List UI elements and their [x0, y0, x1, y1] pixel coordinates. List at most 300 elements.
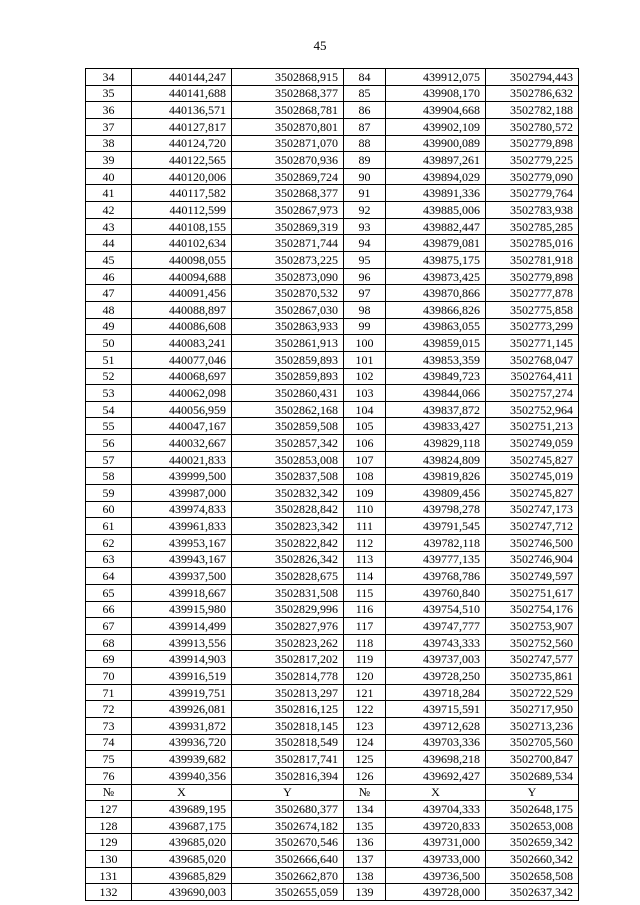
- coordinates-table-lower: [86, 801, 579, 901]
- point-number-right: 89: [344, 152, 386, 169]
- y-coordinate-right: 3502782,188: [486, 102, 579, 119]
- x-coordinate-left: 440094,688: [132, 268, 232, 285]
- y-coordinate-right: 3502785,016: [486, 235, 579, 252]
- point-number-right: 108: [344, 468, 386, 485]
- y-coordinate-left: 3502857,342: [232, 435, 344, 452]
- point-number-left: 47: [86, 285, 132, 302]
- x-coordinate-right: 439897,261: [386, 152, 486, 169]
- x-coordinate-left: 439687,175: [132, 817, 232, 834]
- y-coordinate-right: 3502648,175: [486, 801, 579, 818]
- y-coordinate-left: 3502829,996: [232, 601, 344, 618]
- x-coordinate-right: 439894,029: [386, 168, 486, 185]
- table-row: [86, 218, 579, 235]
- x-coordinate-right: 439731,000: [386, 834, 486, 851]
- point-number-left: 48: [86, 301, 132, 318]
- page-number: 45: [313, 38, 327, 53]
- y-coordinate-left: 3502828,842: [232, 501, 344, 518]
- x-coordinate-right: 439912,075: [386, 69, 486, 86]
- point-number-left: 73: [86, 717, 132, 734]
- x-coordinate-left: 440083,241: [132, 335, 232, 352]
- table-row: [86, 767, 579, 784]
- y-coordinate-left: 3502680,377: [232, 801, 344, 818]
- point-number-right: 92: [344, 202, 386, 219]
- y-coordinate-left: 3502868,377: [232, 85, 344, 102]
- x-coordinate-left: 440102,634: [132, 235, 232, 252]
- x-coordinate-left: 439685,020: [132, 834, 232, 851]
- table-row: [86, 501, 579, 518]
- y-coordinate-left: 3502826,342: [232, 551, 344, 568]
- point-number-left: 46: [86, 268, 132, 285]
- y-coordinate-right: 3502747,712: [486, 518, 579, 535]
- y-coordinate-right: 3502753,907: [486, 618, 579, 635]
- x-coordinate-right: 439733,000: [386, 851, 486, 868]
- y-coordinate-left: 3502869,724: [232, 168, 344, 185]
- y-coordinate-left: 3502817,202: [232, 651, 344, 668]
- y-coordinate-left: 3502859,893: [232, 351, 344, 368]
- point-number-left: 64: [86, 568, 132, 585]
- table-row: [86, 451, 579, 468]
- y-coordinate-left: 3502666,640: [232, 851, 344, 868]
- table-header-row: [86, 784, 579, 801]
- x-coordinate-left: 440021,833: [132, 451, 232, 468]
- y-coordinate-left: 3502814,778: [232, 668, 344, 685]
- table-row: [86, 817, 579, 834]
- y-coordinate-right: 3502749,597: [486, 568, 579, 585]
- x-coordinate-right: 439715,591: [386, 701, 486, 718]
- point-number-left: 43: [86, 218, 132, 235]
- point-number-left: 42: [86, 202, 132, 219]
- y-coordinate-left: 3502863,933: [232, 318, 344, 335]
- header-x-right: X: [386, 784, 486, 801]
- table-row: [86, 301, 579, 318]
- header-y-right: Y: [486, 784, 579, 801]
- y-coordinate-left: 3502871,744: [232, 235, 344, 252]
- y-coordinate-right: 3502775,858: [486, 301, 579, 318]
- point-number-right: 101: [344, 351, 386, 368]
- x-coordinate-left: 439987,000: [132, 485, 232, 502]
- x-coordinate-left: 440127,817: [132, 118, 232, 135]
- point-number-right: 112: [344, 534, 386, 551]
- table-row: [86, 318, 579, 335]
- point-number-right: 138: [344, 867, 386, 884]
- x-coordinate-left: 439918,667: [132, 584, 232, 601]
- point-number-left: 75: [86, 751, 132, 768]
- x-coordinate-left: 439999,500: [132, 468, 232, 485]
- point-number-left: 70: [86, 668, 132, 685]
- coordinates-table: [85, 68, 579, 901]
- x-coordinate-left: 439936,720: [132, 734, 232, 751]
- point-number-right: 105: [344, 418, 386, 435]
- table-row: [86, 601, 579, 618]
- x-coordinate-left: 440122,565: [132, 152, 232, 169]
- point-number-right: 126: [344, 767, 386, 784]
- y-coordinate-right: 3502746,904: [486, 551, 579, 568]
- x-coordinate-left: 440032,667: [132, 435, 232, 452]
- table-row: [86, 851, 579, 868]
- x-coordinate-right: 439743,333: [386, 634, 486, 651]
- y-coordinate-left: 3502861,913: [232, 335, 344, 352]
- y-coordinate-left: 3502873,225: [232, 252, 344, 269]
- y-coordinate-right: 3502779,898: [486, 135, 579, 152]
- x-coordinate-right: 439885,006: [386, 202, 486, 219]
- table-row: [86, 202, 579, 219]
- y-coordinate-right: 3502705,560: [486, 734, 579, 751]
- y-coordinate-left: 3502816,125: [232, 701, 344, 718]
- x-coordinate-left: 440056,959: [132, 401, 232, 418]
- point-number-left: 59: [86, 485, 132, 502]
- y-coordinate-right: 3502780,572: [486, 118, 579, 135]
- x-coordinate-right: 439902,109: [386, 118, 486, 135]
- y-coordinate-left: 3502870,801: [232, 118, 344, 135]
- table-row: [86, 634, 579, 651]
- header-y-left: Y: [232, 784, 344, 801]
- point-number-left: 51: [86, 351, 132, 368]
- table-row: [86, 118, 579, 135]
- point-number-left: 65: [86, 584, 132, 601]
- point-number-left: 56: [86, 435, 132, 452]
- point-number-left: 72: [86, 701, 132, 718]
- x-coordinate-right: 439844,066: [386, 385, 486, 402]
- y-coordinate-left: 3502868,915: [232, 69, 344, 86]
- point-number-right: 96: [344, 268, 386, 285]
- table-row: [86, 684, 579, 701]
- point-number-right: 135: [344, 817, 386, 834]
- y-coordinate-left: 3502831,508: [232, 584, 344, 601]
- x-coordinate-left: 439926,081: [132, 701, 232, 718]
- point-number-left: 58: [86, 468, 132, 485]
- point-number-left: 49: [86, 318, 132, 335]
- x-coordinate-left: 439919,751: [132, 684, 232, 701]
- x-coordinate-left: 439939,682: [132, 751, 232, 768]
- x-coordinate-left: 439690,003: [132, 884, 232, 901]
- table-row: [86, 235, 579, 252]
- point-number-left: 37: [86, 118, 132, 135]
- y-coordinate-left: 3502862,168: [232, 401, 344, 418]
- y-coordinate-right: 3502749,059: [486, 435, 579, 452]
- point-number-right: 110: [344, 501, 386, 518]
- point-number-left: 40: [86, 168, 132, 185]
- point-number-right: 94: [344, 235, 386, 252]
- y-coordinate-right: 3502751,213: [486, 418, 579, 435]
- y-coordinate-left: 3502870,936: [232, 152, 344, 169]
- coordinates-table-upper: [86, 69, 579, 785]
- coordinates-table-header: [86, 784, 579, 801]
- table-row: [86, 468, 579, 485]
- point-number-left: 127: [86, 801, 132, 818]
- x-coordinate-left: 439689,195: [132, 801, 232, 818]
- point-number-right: 139: [344, 884, 386, 901]
- x-coordinate-left: 440136,571: [132, 102, 232, 119]
- x-coordinate-left: 439916,519: [132, 668, 232, 685]
- point-number-left: 35: [86, 85, 132, 102]
- x-coordinate-right: 439882,447: [386, 218, 486, 235]
- point-number-right: 84: [344, 69, 386, 86]
- y-coordinate-left: 3502823,342: [232, 518, 344, 535]
- y-coordinate-right: 3502777,878: [486, 285, 579, 302]
- table-row: [86, 801, 579, 818]
- y-coordinate-left: 3502869,319: [232, 218, 344, 235]
- table-row: [86, 551, 579, 568]
- y-coordinate-right: 3502637,342: [486, 884, 579, 901]
- table-row: [86, 867, 579, 884]
- table-row: [86, 485, 579, 502]
- table-row: [86, 518, 579, 535]
- table-row: [86, 335, 579, 352]
- x-coordinate-left: 439931,872: [132, 717, 232, 734]
- x-coordinate-right: 439760,840: [386, 584, 486, 601]
- point-number-right: 98: [344, 301, 386, 318]
- table-row: [86, 668, 579, 685]
- x-coordinate-right: 439698,218: [386, 751, 486, 768]
- point-number-left: 61: [86, 518, 132, 535]
- y-coordinate-right: 3502751,617: [486, 584, 579, 601]
- x-coordinate-left: 440068,697: [132, 368, 232, 385]
- point-number-left: 67: [86, 618, 132, 635]
- x-coordinate-right: 439863,055: [386, 318, 486, 335]
- y-coordinate-left: 3502823,262: [232, 634, 344, 651]
- y-coordinate-right: 3502773,299: [486, 318, 579, 335]
- point-number-right: 88: [344, 135, 386, 152]
- table-row: [86, 418, 579, 435]
- point-number-right: 87: [344, 118, 386, 135]
- x-coordinate-left: 440088,897: [132, 301, 232, 318]
- x-coordinate-left: 440077,046: [132, 351, 232, 368]
- y-coordinate-right: 3502717,950: [486, 701, 579, 718]
- x-coordinate-left: 439937,500: [132, 568, 232, 585]
- y-coordinate-left: 3502860,431: [232, 385, 344, 402]
- point-number-right: 125: [344, 751, 386, 768]
- table-row: [86, 85, 579, 102]
- point-number-right: 120: [344, 668, 386, 685]
- point-number-right: 134: [344, 801, 386, 818]
- point-number-left: 44: [86, 235, 132, 252]
- x-coordinate-right: 439849,723: [386, 368, 486, 385]
- table-row: [86, 351, 579, 368]
- table-row: [86, 252, 579, 269]
- point-number-left: 74: [86, 734, 132, 751]
- x-coordinate-right: 439736,500: [386, 867, 486, 884]
- table-row: [86, 268, 579, 285]
- x-coordinate-left: 439961,833: [132, 518, 232, 535]
- point-number-right: 99: [344, 318, 386, 335]
- x-coordinate-right: 439718,284: [386, 684, 486, 701]
- x-coordinate-right: 439866,826: [386, 301, 486, 318]
- header-number-left: №: [86, 784, 132, 801]
- x-coordinate-right: 439829,118: [386, 435, 486, 452]
- x-coordinate-right: 439704,333: [386, 801, 486, 818]
- table-row: [86, 368, 579, 385]
- x-coordinate-left: 439915,980: [132, 601, 232, 618]
- y-coordinate-left: 3502873,090: [232, 268, 344, 285]
- y-coordinate-left: 3502868,781: [232, 102, 344, 119]
- x-coordinate-right: 439782,118: [386, 534, 486, 551]
- y-coordinate-right: 3502689,534: [486, 767, 579, 784]
- point-number-left: 128: [86, 817, 132, 834]
- x-coordinate-right: 439712,628: [386, 717, 486, 734]
- point-number-right: 137: [344, 851, 386, 868]
- x-coordinate-right: 439837,872: [386, 401, 486, 418]
- point-number-right: 136: [344, 834, 386, 851]
- point-number-left: 55: [86, 418, 132, 435]
- x-coordinate-left: 440062,098: [132, 385, 232, 402]
- point-number-right: 124: [344, 734, 386, 751]
- y-coordinate-left: 3502827,976: [232, 618, 344, 635]
- y-coordinate-right: 3502752,964: [486, 401, 579, 418]
- table-row: [86, 385, 579, 402]
- y-coordinate-right: 3502779,764: [486, 185, 579, 202]
- y-coordinate-left: 3502655,059: [232, 884, 344, 901]
- x-coordinate-right: 439870,866: [386, 285, 486, 302]
- point-number-right: 93: [344, 218, 386, 235]
- point-number-left: 76: [86, 767, 132, 784]
- y-coordinate-left: 3502817,741: [232, 751, 344, 768]
- y-coordinate-right: 3502745,019: [486, 468, 579, 485]
- point-number-right: 107: [344, 451, 386, 468]
- x-coordinate-left: 439913,556: [132, 634, 232, 651]
- header-x-left: X: [132, 784, 232, 801]
- point-number-right: 123: [344, 717, 386, 734]
- y-coordinate-left: 3502859,508: [232, 418, 344, 435]
- y-coordinate-left: 3502853,008: [232, 451, 344, 468]
- table-row: [86, 168, 579, 185]
- point-number-right: 113: [344, 551, 386, 568]
- x-coordinate-left: 439940,356: [132, 767, 232, 784]
- point-number-right: 102: [344, 368, 386, 385]
- y-coordinate-right: 3502745,827: [486, 451, 579, 468]
- x-coordinate-right: 439859,015: [386, 335, 486, 352]
- table-row: [86, 401, 579, 418]
- point-number-left: 57: [86, 451, 132, 468]
- y-coordinate-right: 3502768,047: [486, 351, 579, 368]
- point-number-right: 97: [344, 285, 386, 302]
- point-number-left: 129: [86, 834, 132, 851]
- point-number-right: 95: [344, 252, 386, 269]
- x-coordinate-right: 439819,826: [386, 468, 486, 485]
- y-coordinate-right: 3502659,342: [486, 834, 579, 851]
- y-coordinate-left: 3502813,297: [232, 684, 344, 701]
- point-number-left: 41: [86, 185, 132, 202]
- header-number-right: №: [344, 784, 386, 801]
- x-coordinate-right: 439891,336: [386, 185, 486, 202]
- x-coordinate-right: 439791,545: [386, 518, 486, 535]
- x-coordinate-left: 440086,608: [132, 318, 232, 335]
- y-coordinate-left: 3502818,145: [232, 717, 344, 734]
- y-coordinate-right: 3502781,918: [486, 252, 579, 269]
- x-coordinate-right: 439853,359: [386, 351, 486, 368]
- point-number-right: 90: [344, 168, 386, 185]
- y-coordinate-left: 3502837,508: [232, 468, 344, 485]
- x-coordinate-left: 439943,167: [132, 551, 232, 568]
- table-row: [86, 135, 579, 152]
- x-coordinate-left: 440091,456: [132, 285, 232, 302]
- table-row: [86, 701, 579, 718]
- x-coordinate-left: 440117,582: [132, 185, 232, 202]
- y-coordinate-left: 3502871,070: [232, 135, 344, 152]
- y-coordinate-right: 3502747,577: [486, 651, 579, 668]
- table-row: [86, 884, 579, 901]
- point-number-left: 62: [86, 534, 132, 551]
- x-coordinate-left: 439914,499: [132, 618, 232, 635]
- point-number-right: 119: [344, 651, 386, 668]
- x-coordinate-right: 439904,668: [386, 102, 486, 119]
- y-coordinate-right: 3502779,898: [486, 268, 579, 285]
- y-coordinate-right: 3502747,173: [486, 501, 579, 518]
- point-number-right: 111: [344, 518, 386, 535]
- x-coordinate-right: 439737,003: [386, 651, 486, 668]
- point-number-left: 38: [86, 135, 132, 152]
- y-coordinate-left: 3502867,973: [232, 202, 344, 219]
- point-number-left: 36: [86, 102, 132, 119]
- point-number-right: 122: [344, 701, 386, 718]
- point-number-right: 115: [344, 584, 386, 601]
- y-coordinate-right: 3502752,560: [486, 634, 579, 651]
- y-coordinate-right: 3502653,008: [486, 817, 579, 834]
- x-coordinate-left: 439953,167: [132, 534, 232, 551]
- y-coordinate-right: 3502722,529: [486, 684, 579, 701]
- table-row: [86, 185, 579, 202]
- x-coordinate-right: 439908,170: [386, 85, 486, 102]
- y-coordinate-right: 3502754,176: [486, 601, 579, 618]
- point-number-right: 85: [344, 85, 386, 102]
- table-row: [86, 102, 579, 119]
- x-coordinate-left: 440047,167: [132, 418, 232, 435]
- table-row: [86, 717, 579, 734]
- y-coordinate-right: 3502735,861: [486, 668, 579, 685]
- x-coordinate-right: 439692,427: [386, 767, 486, 784]
- x-coordinate-right: 439900,089: [386, 135, 486, 152]
- table-row: [86, 534, 579, 551]
- point-number-right: 103: [344, 385, 386, 402]
- y-coordinate-right: 3502794,443: [486, 69, 579, 86]
- table-row: [86, 69, 579, 86]
- point-number-left: 69: [86, 651, 132, 668]
- y-coordinate-left: 3502868,377: [232, 185, 344, 202]
- y-coordinate-left: 3502822,842: [232, 534, 344, 551]
- table-row: [86, 435, 579, 452]
- point-number-left: 131: [86, 867, 132, 884]
- x-coordinate-right: 439879,081: [386, 235, 486, 252]
- x-coordinate-right: 439754,510: [386, 601, 486, 618]
- point-number-left: 71: [86, 684, 132, 701]
- x-coordinate-left: 439914,903: [132, 651, 232, 668]
- y-coordinate-right: 3502660,342: [486, 851, 579, 868]
- y-coordinate-left: 3502867,030: [232, 301, 344, 318]
- point-number-left: 53: [86, 385, 132, 402]
- y-coordinate-left: 3502859,893: [232, 368, 344, 385]
- x-coordinate-right: 439747,777: [386, 618, 486, 635]
- y-coordinate-right: 3502786,632: [486, 85, 579, 102]
- y-coordinate-right: 3502783,938: [486, 202, 579, 219]
- point-number-right: 106: [344, 435, 386, 452]
- point-number-right: 109: [344, 485, 386, 502]
- table-row: [86, 584, 579, 601]
- y-coordinate-right: 3502757,274: [486, 385, 579, 402]
- table-row: [86, 834, 579, 851]
- table-row: [86, 751, 579, 768]
- y-coordinate-right: 3502785,285: [486, 218, 579, 235]
- x-coordinate-right: 439824,809: [386, 451, 486, 468]
- y-coordinate-right: 3502700,847: [486, 751, 579, 768]
- y-coordinate-right: 3502713,236: [486, 717, 579, 734]
- x-coordinate-right: 439728,000: [386, 884, 486, 901]
- x-coordinate-right: 439703,336: [386, 734, 486, 751]
- y-coordinate-left: 3502816,394: [232, 767, 344, 784]
- point-number-left: 39: [86, 152, 132, 169]
- x-coordinate-left: 440141,688: [132, 85, 232, 102]
- point-number-left: 54: [86, 401, 132, 418]
- y-coordinate-left: 3502674,182: [232, 817, 344, 834]
- point-number-left: 50: [86, 335, 132, 352]
